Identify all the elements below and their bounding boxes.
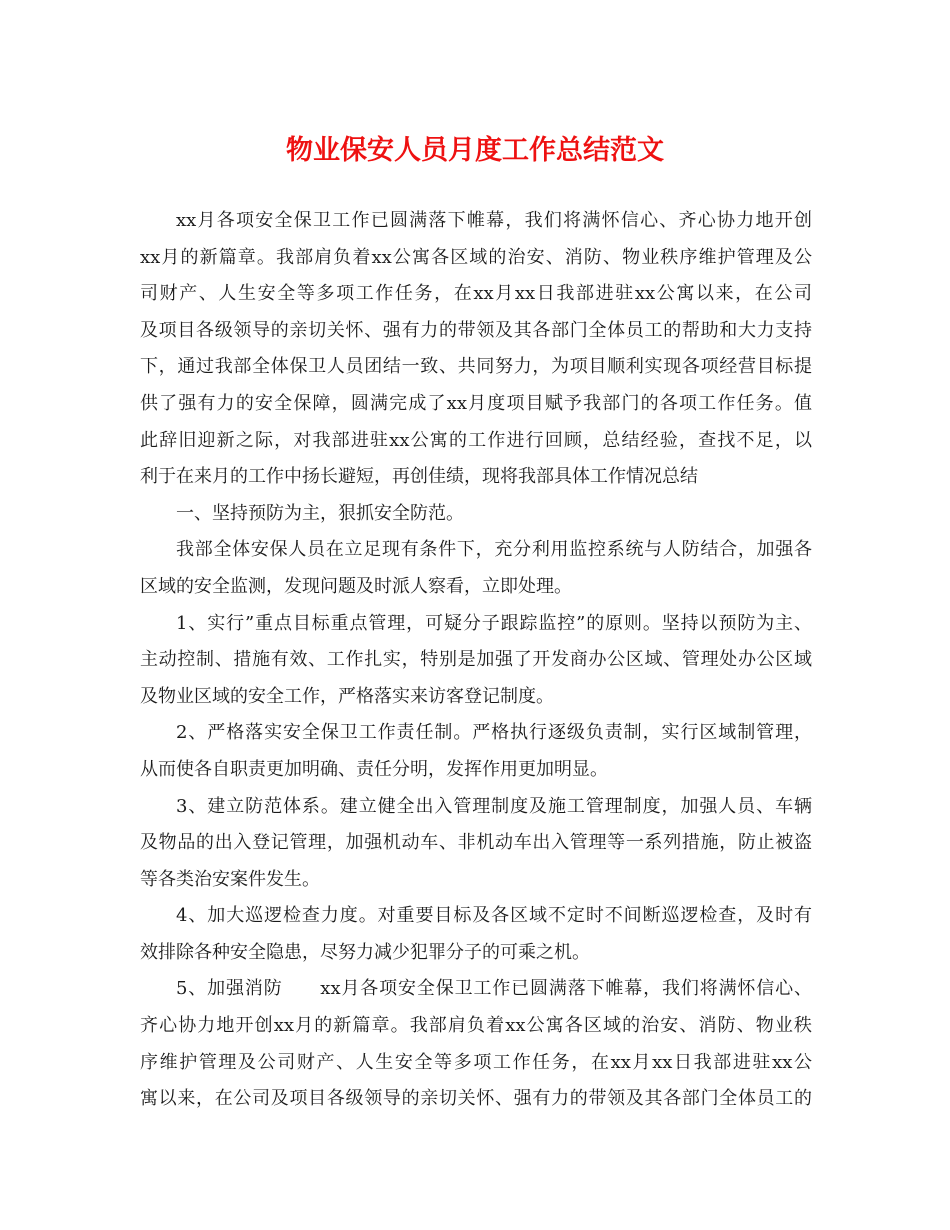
text-line: xx月的新篇章。我部肩负着xx公寓各区域的治安、消防、物业秩序维护管理及公 <box>140 246 812 268</box>
text-line: 此辞旧迎新之际，对我部进驻xx公寓的工作进行回顾，总结经验，查找不足，以 <box>140 429 812 451</box>
paragraph-item-4 <box>140 898 812 971</box>
text-line: 下，通过我部全体保卫人员团结一致、共同努力，为项目顺利实现各项经营目标提 <box>140 356 812 378</box>
document-title: 物业保安人员月度工作总结范文 <box>286 135 664 166</box>
paragraph-item-3 <box>140 789 812 899</box>
text-line: 及项目各级领导的亲切关怀、强有力的带领及其各部门全体员工的帮助和大力支持 <box>140 319 812 341</box>
text-line: 利于在来月的工作中扬长避短，再创佳绩，现将我部具体工作情况总结 <box>140 466 698 488</box>
text-line: 供了强有力的安全保障，圆满完成了xx月度项目赋予我部门的各项工作任务。值 <box>140 392 812 414</box>
text-line: 及物品的出入登记管理，加强机动车、非机动车出入管理等一系列措施，防止被盗 <box>140 832 812 854</box>
text-line: 齐心协力地开创xx月的新篇章。我部肩负着xx公寓各区域的治安、消防、物业秩 <box>140 1015 812 1037</box>
text-line: xx月各项安全保卫工作已圆满落下帷幕，我们将满怀信心、齐心协力地开创 <box>176 210 812 231</box>
text-line: 区域的安全监测，发现问题及时派人察看，立即处理。 <box>140 575 572 597</box>
paragraph-item-2 <box>140 715 812 788</box>
text-line: 寓以来，在公司及项目各级领导的亲切关怀、强有力的带领及其各部门全体员工的 <box>140 1088 812 1110</box>
text-line: 司财产、人生安全等多项工作任务，在xx月xx日我部进驻xx公寓以来，在公司 <box>140 283 812 305</box>
text-line: 一、坚持预防为主，狠抓安全防范。 <box>176 502 464 524</box>
text-line: 效排除各种安全隐患，尽努力减少犯罪分子的可乘之机。 <box>140 941 590 963</box>
text-line: 主动控制、措施有效、工作扎实，特别是加强了开发商办公区域、管理处办公区域 <box>140 649 812 671</box>
section-heading-1 <box>140 496 812 533</box>
text-line: 2、严格落实安全保卫工作责任制。严格执行逐级负责制，实行区域制管理， <box>176 722 812 744</box>
text-line: 等各类治安案件发生。 <box>140 868 320 890</box>
text-line: 4、加大巡逻检查力度。对重要目标及各区域不定时不间断巡逻检查，及时有 <box>176 905 812 927</box>
document-body <box>140 203 812 1118</box>
paragraph-item-5 <box>140 971 812 1117</box>
text-line: 及物业区域的安全工作，严格落实来访客登记制度。 <box>140 685 554 707</box>
paragraph-item-1 <box>140 606 812 716</box>
text-line: 从而使各自职责更加明确、责任分明，发挥作用更加明显。 <box>140 758 608 780</box>
text-line: 我部全体安保人员在立足现有条件下，充分利用监控系统与人防结合，加强各 <box>176 539 812 561</box>
text-line: 序维护管理及公司财产、人生安全等多项工作任务，在xx月xx日我部进驻xx公 <box>140 1051 812 1073</box>
text-line: 3、建立防范体系。建立健全出入管理制度及施工管理制度，加强人员、车辆 <box>176 795 812 817</box>
paragraph-intro <box>140 203 812 496</box>
paragraph-overview <box>140 532 812 605</box>
text-line: 5、加强消防 xx月各项安全保卫工作已圆满落下帷幕，我们将满怀信心、 <box>176 978 812 1000</box>
text-line: 1、实行”重点目标重点管理，可疑分子跟踪监控”的原则。坚持以预防为主、 <box>176 612 812 634</box>
